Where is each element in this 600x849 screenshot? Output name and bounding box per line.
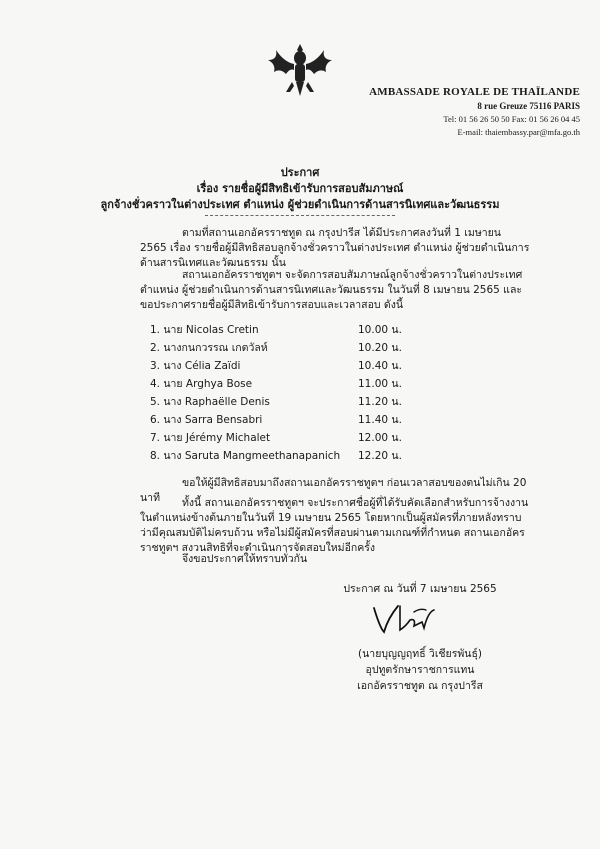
interview-time: 10.40 น. — [358, 360, 402, 372]
embassy-email: E-mail: thaiembassy.par@mfa.go.th — [457, 127, 580, 137]
candidate-name: 8. นาง Saruta Mangmeethanapanich — [150, 450, 341, 462]
signer-office: เอกอัครราชทูต ณ กรุงปารีส — [357, 680, 483, 692]
list-item — [150, 393, 450, 411]
candidate-name: 5. นาง Raphaëlle Denis — [150, 396, 270, 408]
candidate-list — [150, 321, 450, 465]
candidate-name: 3. นาง Célia Zaïdi — [150, 360, 241, 372]
divider — [205, 215, 395, 216]
interview-time: 11.40 น. — [358, 414, 402, 426]
announcement-subject: เรื่อง รายชื่อผู้มีสิทธิเข้ารับการสอบสัมภาษณ์ — [196, 182, 404, 195]
signer-position: อุปทูตรักษาราชการแทน — [365, 664, 475, 676]
list-item — [150, 429, 450, 447]
handwritten-signature — [370, 600, 440, 636]
list-item — [150, 321, 450, 339]
candidate-name: 1. นาย Nicolas Cretin — [150, 324, 259, 336]
interview-time: 10.00 น. — [358, 324, 402, 336]
interview-time: 11.00 น. — [358, 378, 402, 390]
interview-time: 11.20 น. — [358, 396, 402, 408]
list-item — [150, 339, 450, 357]
embassy-tel-fax: Tel: 01 56 26 50 50 Fax: 01 56 26 04 45 — [443, 114, 580, 124]
list-item — [150, 375, 450, 393]
paragraph-4: ทั้งนี้ สถานเอกอัครราชทูตฯ จะประกาศชื่อผู้ที่ได้รับคัดเลือกสำหรับการจ้างงานในตำแหน่งข้างต้นภายในวันที่ 19 เมษายน 2565 โดยหากเป็นผู้สมัครที่ภายหลังทราบว่ามีคุณสมบัติไม่ครบถ้วน หรือไม่มีผู้สมัครที่สอบผ่านตามเกณฑ์ที่กำหนด สถานเอกอัครราชทูตฯ สงวนสิทธิที่จะดำเนินการจัดสอบใหม่อีกครั้ง — [140, 497, 529, 554]
interview-time: 10.20 น. — [358, 342, 402, 354]
embassy-header — [330, 86, 580, 137]
paragraph-3: ขอให้ผู้มีสิทธิสอบมาถึงสถานเอกอัครราชทูตฯ ก่อนเวลาสอบของตนไม่เกิน 20 นาที — [140, 477, 527, 504]
candidate-name: 4. นาย Arghya Bose — [150, 378, 253, 390]
garuda-emblem-icon — [262, 40, 338, 102]
candidate-name: 7. นาย Jérémy Michalet — [150, 432, 271, 444]
list-item — [150, 447, 450, 465]
candidate-name: 2. นางกนกวรรณ เกตวัลห์ — [150, 342, 268, 354]
paragraph-1: ตามที่สถานเอกอัครราชทูต ณ กรุงปารีส ได้มีประกาศลงวันที่ 1 เมษายน 2565 เรื่อง รายชื่อผู้มีสิทธิสอบลูกจ้างชั่วคราวในต่างประเทศ ตำแหน่ง ผู้ช่วยดำเนินการด้านสารนิเทศและวัฒนธรรม นั้น — [140, 227, 530, 269]
paragraph-5: จึงขอประกาศให้ทราบทั่วกัน — [182, 553, 308, 565]
paragraph-2: สถานเอกอัครราชทูตฯ จะจัดการสอบสัมภาษณ์ลูกจ้างชั่วคราวในต่างประเทศ ตำแหน่ง ผู้ช่วยดำเนินการด้านสารนิเทศและวัฒนธรรม ในวันที่ 8 เมษายน 2565 และขอประกาศรายชื่อผู้มีสิทธิเข้ารับการสอบและเวลาสอบ ดังนี้ — [140, 269, 523, 311]
announcement-position: ลูกจ้างชั่วคราวในต่างประเทศ ตำแหน่ง ผู้ช่วยดำเนินการด้านสารนิเทศและวัฒนธรรม — [100, 198, 500, 211]
interview-time: 12.00 น. — [358, 432, 402, 444]
list-item — [150, 357, 450, 375]
signer-name: (นายบุญญฤทธิ์ วิเชียรพันธุ์) — [358, 648, 482, 660]
interview-time: 12.20 น. — [358, 450, 402, 462]
list-item — [150, 411, 450, 429]
announcement-heading: ประกาศ — [280, 166, 320, 179]
announcement-date: ประกาศ ณ วันที่ 7 เมษายน 2565 — [343, 583, 497, 595]
embassy-address: 8 rue Greuze 75116 PARIS — [477, 101, 580, 111]
candidate-name: 6. นาง Sarra Bensabri — [150, 414, 263, 426]
embassy-name: AMBASSADE ROYALE DE THAÏLANDE — [369, 86, 580, 98]
